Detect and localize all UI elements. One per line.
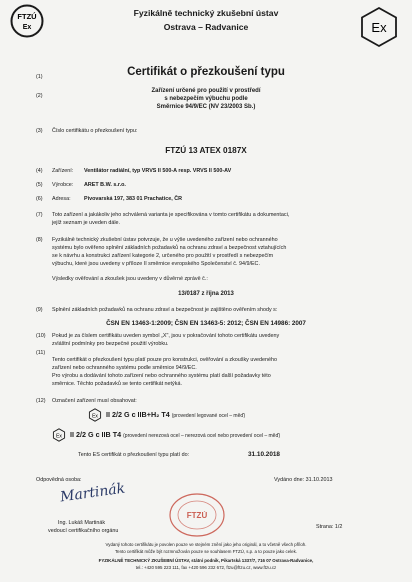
paragraph-9: Splnění základních požadavků na ochranu zdraví a bezpečnost je zajištěno ověřením shody s: bbox=[52, 307, 278, 313]
validity-label: Tento ES certifikát o přezkoušení typu platí do: bbox=[78, 452, 190, 458]
marking-2 bbox=[70, 430, 280, 439]
signature: Martinák bbox=[59, 480, 127, 506]
item-number-9: (9) bbox=[36, 307, 43, 313]
cert-number: FTZÚ 13 ATEX 0187X bbox=[165, 146, 247, 155]
issue-date: Vydáno dne: 31.10.2013 bbox=[274, 477, 333, 483]
stamp-text: FTZÚ bbox=[186, 511, 208, 520]
paragraph-7-line-1: Toto zařízení a jakákoliv jeho schválená varianta je specifikována v tomto certifikátu a dokumentaci, bbox=[52, 212, 290, 218]
item-number-12: (12) bbox=[36, 398, 46, 404]
manufacturer-label: Výrobce: bbox=[52, 182, 74, 188]
paragraph-8-line-1: Fyzikálně technický zkušební ústav potvrzuje, že u výše uvedeného zařízení nebo ochranného bbox=[52, 237, 278, 243]
item-number-3: (3) bbox=[36, 128, 43, 134]
cert-number-label: Číslo certifikátu o přezkoušení typu: bbox=[52, 128, 138, 134]
footer-line-1: Vydaný tohoto certifikátu je povolen pouze ve stejném znění jako jeho originál, a to včetně všech příloh. bbox=[105, 542, 307, 547]
item-number-6: (6) bbox=[36, 196, 43, 202]
item-number-10: (10) bbox=[36, 333, 46, 339]
responsible-label: Odpovědná osoba: bbox=[36, 477, 82, 483]
ex-hexagon-icon bbox=[88, 408, 102, 422]
address-value: Pivovarská 197, 383 01 Prachatice, ČR bbox=[84, 196, 182, 202]
item-number-7: (7) bbox=[36, 212, 43, 218]
paragraph-11-line-3: Pro výrobu a dodávání tohoto zařízení nebo ochranného systému platí další požadavky této bbox=[52, 373, 271, 379]
ex-logo-text: Ex bbox=[371, 20, 387, 35]
marking-1 bbox=[106, 410, 245, 419]
device-value: Ventilátor radiální, typ VRVS II 500-A resp. VRVS II 500-AV bbox=[84, 168, 232, 174]
device-label: Zařízení: bbox=[52, 168, 74, 174]
official-stamp bbox=[168, 492, 226, 538]
report-number: 13/0187 z října 2013 bbox=[178, 291, 234, 297]
marking-2-text: II 2/2 G c IIB T4 bbox=[70, 430, 122, 439]
item-number-2: (2) bbox=[36, 93, 43, 99]
ex-hexagon-text: Ex bbox=[92, 413, 98, 420]
item-number-8: (8) bbox=[36, 237, 43, 243]
paragraph-8-line-2: systému bylo ověřeno splnění základních požadavků na ochranu zdraví a bezpečnost vztahujících bbox=[52, 245, 287, 251]
ex-hexagon-icon-2 bbox=[52, 428, 66, 442]
item-number-4: (4) bbox=[36, 168, 43, 174]
address-label: Adresa: bbox=[52, 196, 71, 202]
marking-2-note: (provedení nerezová ocel – nerezová ocel nebo provedení ocel – měď) bbox=[123, 433, 281, 439]
paragraph-8-line-3: se k návrhu a konstrukci zařízení kategorie 2, určeného pro použití v prostředí s nebezpečím bbox=[52, 253, 274, 259]
paragraph-7-line-2: jejíž seznam je uveden dále. bbox=[52, 220, 121, 226]
validity-date: 31.10.2018 bbox=[248, 451, 280, 458]
paragraph-11-line-2: zařízení nebo ochranného systému podle směrnice 94/9/EC. bbox=[52, 365, 197, 371]
marking-1-text: II 2/2 G c IIB+H₂ T4 bbox=[106, 410, 170, 419]
signer-role: vedoucí certifikačního orgánu bbox=[48, 528, 119, 534]
report-line: Výsledky ověřování a zkoušek jsou uvedeny v důvěrné zprávě č.: bbox=[52, 276, 208, 282]
ftzu-logo-text: FTZÚ bbox=[17, 12, 37, 21]
ex-hexagon-logo bbox=[358, 6, 400, 48]
certificate-title: Certifikát o přezkoušení typu bbox=[127, 66, 285, 78]
signer-name: Ing. Lukáš Martinák bbox=[58, 520, 106, 526]
item-number-1: (1) bbox=[36, 74, 43, 80]
subtitle-line-2: s nebezpečím výbuchu podle bbox=[164, 96, 248, 102]
paragraph-8-line-4: výbuchu, které jsou uvedeny v příloze II směrnice evropského Společenství č. 94/9/EC. bbox=[52, 261, 260, 267]
page-number: Strana: 1/2 bbox=[316, 524, 343, 530]
paragraph-12: Označení zařízení musí obsahovat: bbox=[52, 398, 137, 404]
ex-hexagon-text-2: Ex bbox=[56, 433, 62, 440]
manufacturer-value: ARET B.W. s.r.o. bbox=[84, 182, 126, 188]
item-number-5: (5) bbox=[36, 182, 43, 188]
paragraph-10-line-2: zvláštní podmínky pro bezpečné použití výrobku. bbox=[52, 341, 169, 347]
marking-1-note: (provedení legované ocel – měď) bbox=[171, 413, 246, 419]
institute-location: Ostrava – Radvanice bbox=[163, 22, 249, 32]
subtitle-line-3: Směrnice 94/9/EC (NV 23/2003 Sb.) bbox=[156, 104, 256, 110]
footer-line-3: FYZIKÁLNĚ TECHNICKÝ ZKUŠEBNÍ ÚSTAV, státní podnik, Pikartská 1337/7, 716 07 Ostrava-Radvanice, bbox=[98, 558, 314, 563]
ftzu-logo-ex: Ex bbox=[22, 24, 32, 31]
footer-line-4: tel.: +420 595 223 111, fax +420 596 232 672, ftzu@ftzu.cz, www.ftzu.cz bbox=[135, 565, 277, 570]
institute-name: Fyzikálně technický zkušební ústav bbox=[133, 8, 279, 18]
item-number-11: (11) bbox=[36, 350, 46, 356]
paragraph-11-line-1: Tento certifikát o přezkoušení typu platí pouze pro konstrukci, ověřování a zkoušky uvedeného bbox=[52, 357, 278, 363]
footer-line-2: Tento certifikát může být rozmnožován pouze se souhlasem FTZÚ, s.p. a to pouze jako celek. bbox=[114, 549, 298, 554]
paragraph-11-line-4: směrnice. Těchto požadavků se tento certifikát netýká. bbox=[52, 381, 182, 387]
paragraph-10-line-1: Pokud je za číslem certifikátu uveden symbol „X", jsou v pokračování tohoto certifikátu uvedeny bbox=[52, 333, 280, 339]
standards: ČSN EN 13463-1:2009; ČSN EN 13463-5: 2012; ČSN EN 14986: 2007 bbox=[106, 320, 306, 327]
subtitle-line-1: Zařízení určené pro použití v prostředí bbox=[151, 88, 261, 94]
